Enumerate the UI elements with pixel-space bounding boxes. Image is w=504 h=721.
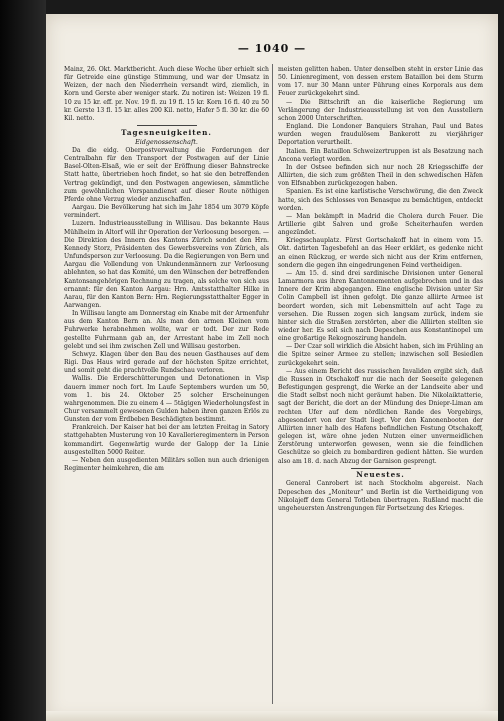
book-gutter-shadow [0,0,46,721]
market-report-paragraph: Mainz, 26. Okt. Marktbericht. Auch diese Woche über erhielt sich für Getreide eine günstige Stimmung, und war der Umsatz in Weizen, der nach den Niederrhein versandt wird, ziemlich, in Korn und Gerste aber weniger stark. Zu notiren ist: Weizen 19 fl. 10 zu 15 kr. eff. pr. Nov. 19 fl. zu 19 fl. 15 kr. Korn 16 fl. 40 zu 50 kr. Gerste 13 fl. 15 kr. alles 200 Kil. netto, Hafer 5 fl. 30 kr. die 60 Kil. netto. [64,66,269,122]
article-paragraph: — Die Bittschrift an die kaiserliche Regierung um Verlängerung der Industrieausstellung ist von den Ausstellern schon 2000 Unterschriften. [278,98,483,122]
article-paragraph: Italien. Ein Bataillon Schweizertruppen ist als Besatzung nach Ancona verlegt worden. [278,147,483,163]
section-rule [137,125,197,126]
article-paragraph: General Canrobert ist nach Stockholm abgereist. Nach Depeschen des „Moniteur“ und Berlin ist die Vertheidigung von Nikolajeff dem General Totleben übertragen. Rußland macht die ungeheuersten Anstrengungen für Fortsetzung des Krieges. [278,480,483,512]
section-rule [351,468,411,469]
article-paragraph: meisten gelitten haben. Unter denselben steht in erster Linie das 50. Linienregiment, von dessen erstem Bataillon bei dem Sturm vom 17. nur 30 Mann unter Führung eines Korporals aus dem Feuer zurückgekehrt sind. [278,66,483,98]
article-paragraph: Luzern. Industrieausstellung in Willisau. Das bekannte Haus Mühlheim in Altorf will ihr Operation der Verloosung besorgen. — Die Direktion des Innern des Kantons Zürich sendet den Hrn. Kennedy Storz, Präsidenten des Gewerbsvereins von Zürich, als Unfundsperson zur Verloosung. Da die Regierungen von Bern und Aargau die Vollendung von Unkundenmännern zur Verloosung ablehnten, so hat das Komité, um den Wünschen der betreffenden Kantonsangehörigen Rechnung zu tragen, als solche von sich aus ernannt: für den Kanton Aargau: Hrn. Amtsstatthalter Hilke in Aarau, für den Kanton Bern: Hrn. Regierungsstatthalter Egger in Aarwangen. [64,220,269,309]
article-paragraph: England. Die Londoner Banquiers Strahan, Paul und Bates wurden wegen fraudulösem Bankerott zu vierjähriger Deportation verurtheilt. [278,123,483,147]
article-paragraph: Da die eidg. Oberpostverwaltung die Forderungen der Centralbahn für den Transport der Postwagen auf der Linie Basel-Olten-Elsaß, wie er seit der Eröffnung dieser Bahnstrecke Statt hatte, übertrieben hoch findet, so hat sie den betreffenden Vertrag gekündigt, und den Postwagen angewiesen, sämmtliche zum gewöhnlichen Vorspanndienst auf dieser Route nöthigen Pferde ohne Verzug wieder anzuschaffen. [64,147,269,203]
article-paragraph: Spanien. Es ist eine karlistische Verschwörung, die den Zweck hatte, sich des Schlosses von Benasque zu bemächtigen, entdeckt worden. [278,188,483,212]
subheading-confederation: Eidgenossenschaft. [135,137,198,146]
article-paragraph: Schwyz. Klagen über den Bau des neuen Gasthauses auf dem Rigi. Das Haus wird gerade auf der höchsten Spitze errichtet, und somit geht die prachtvolle Rundschau verloren. [64,350,269,375]
article-paragraph: — Man bekämpft in Madrid die Cholera durch Feuer. Die Artillerie gibt Salven und große Scheiterhaufen werden angezündet. [278,212,483,237]
section-heading-latest: Neuestes. [356,470,405,480]
section-heading-news: Tagesneuigkeiten. [121,127,212,137]
article-paragraph: Frankreich. Der Kaiser hat bei der am letzten Freitag in Satory stattgehabten Musterung von 10 Kavallerieregimentern in Person kommandirt. Gegenwärtig wurde der Galopp der 1a Linie ausgestellten 5000 Reiter. [64,424,269,456]
article-paragraph: — Aus einem Bericht des russischen Invaliden ergibt sich, daß die Russen in Otschakoff nur die nach der Seeseite gelegenen Befestigungen gesprengt, die Werke an der Landseite aber und die Stadt selbst noch nicht geräumt haben. Die Nikolaiktatterie, sagt der Bericht, die dort an der Mündung des Dniepr-Liman am rechten Ufer auf dem nördlichen Rande des Vorgebirgs, abgesondert von der Stadt liegt. Vor den Kanonenbooten der Alliirten inner halb des Hafens befindlichen Festung Otschakoff, gelegen ist, wäre ohne jeden Nutzen einer unvermeidlichen Zerstörung unterworfen gewesen, wenn sie die feindlichen Geschütze so gleich zu bombardiren gedient hätten. Sie wurden also am 18. d. nach Abzug der Garnison gesprengt. [278,367,483,465]
newspaper-page [46,14,498,721]
article-paragraph: Kriegsschauplatz. Fürst Gortschakoff hat in einem vom 15. Okt. datirten Tagesbefehl an das Heer erklärt, es gedenke nicht an einen Rückzug, er werde sich nicht aus der Krim entfernen, sondern die gegen ihn eingedrungenen Feind vertheidigen. [278,237,483,269]
article-paragraph: — Neben den ausgedienten Militärs sollen nun auch drienigen Regimenter heimkehren, die am [64,456,269,473]
article-paragraph: — Am 15. d. sind drei sardinische Divisionen unter General Lamarmora aus ihren Kantonnementen aufgebrochen und in das Innere der Krim abgegangen. Eine englische Division unter Sir Colin Campbell ist ihnen gefolgt. Die ganze alliirte Armee ist beordert worden, sich mit Lebensmitteln auf acht Tage zu versehen. Die Russen zogen sich langsam zurück, indem sie hinter sich die Straßen zerstörten, aber die Alliirten stellten sie wieder her. Es soll sich nach Depeschen aus Konstantinopel um eine großartige Rekognoszirung handeln. [278,269,483,343]
article-paragraph: Aargau. Die Bevölkerung hat sich im Jahr 1854 um 3079 Köpfe vermindert. [64,204,269,220]
article-paragraph: Wallis. Die Erderschütterungen und Detonationen in Visp dauern immer noch fort. Im Laufe Septembers wurden um 50, vom 1. bis 24. Oktober 25 solcher Erscheinungen wahrgenommen. Die zu einem 4 — 5tägigen Wiederholungsfest in Chur versammelt gewesenen Gulden haben ihren ganzen Erlös zu Gunsten der vom Erdbeben Beschädigten bestimmt. [64,375,269,424]
article-paragraph: In Willisau langte am Donnerstag ein Knabe mit der Armenfuhr aus dem Kanton Bern an. Als man den armen Kleinen vom Fuhrwerke herabnehmen wollte, war er todt. Der zur Rede gestellte Fuhrmann gab an, der Arrestant habe im Zell noch gelebt und sei ihm zwischen Zell und Willisau gestorben. [64,310,269,350]
page-number: — 1040 — [237,42,307,55]
article-paragraph: — Der Czar soll wirklich die Absicht haben, sich im Frühling an die Spitze seiner Armee zu stellen; inzwischen soll Besiedlen zurückgekehrt sein. [278,343,483,367]
article-paragraph: In der Ostsee befinden sich nur noch 28 Kriegsschiffe der Alliirten, die sich zum größten Theil in den schwedischen Häfen von Elfsnabben zurückgezogen haben. [278,163,483,188]
page-bottom-edge [46,711,498,721]
left-column [64,66,269,473]
right-column [278,66,483,513]
column-divider [272,64,273,704]
